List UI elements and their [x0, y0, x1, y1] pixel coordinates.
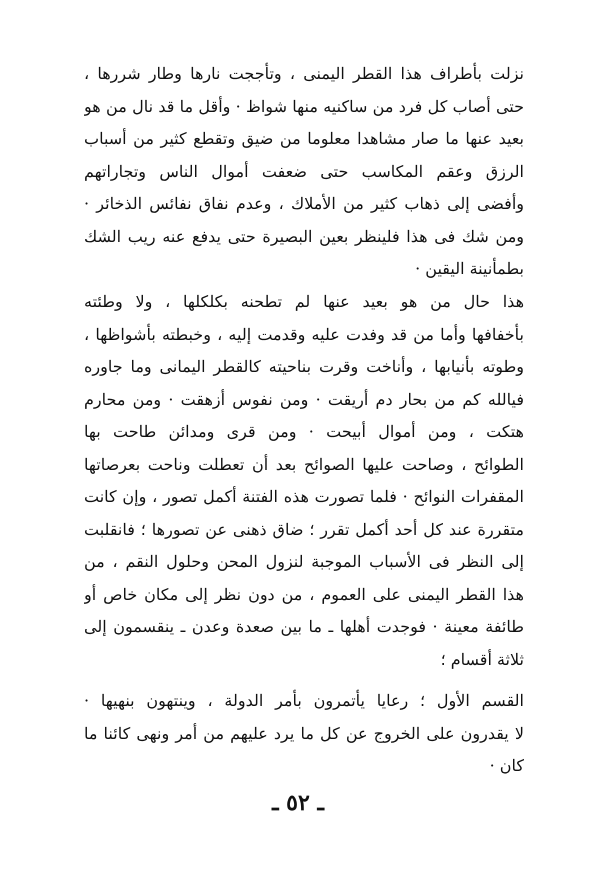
text-line: هتكت ، ومن أموال أبيحت · ومن قرى ومدائن طاحت بها: [84, 422, 524, 441]
paragraph-1: [84, 58, 524, 286]
text-line: نزلت بأطراف هذا القطر اليمنى ، وتأججت نارها وطار شررها ،: [84, 64, 524, 83]
text-line: طائفة معينة · فوجدت أهلها ـ ما بين صعدة وعدن ـ ينقسمون إلى: [84, 617, 524, 636]
text-line: حتى أصاب كل فرد من ساكنيه منها شواظ · وأقل ما قد نال من هو: [84, 96, 524, 116]
text-line: ثلاثة أقسام ؛: [440, 649, 524, 669]
text-line: وأفضى إلى ذهاب كثير من الأملاك ، وعدم نفاق نفائس الذخائر ·: [84, 194, 524, 213]
text-line: القسم الأول ؛ رعايا يأتمرون بأمر الدولة ، وينتهون بنهيها ·: [84, 691, 524, 710]
text-line: المقفرات النوائح · فلما تصورت هذه الفتنة أكمل تصور ، وإن كانت: [84, 487, 524, 506]
text-line: الرزق وعقم المكاسب حتى ضعفت أموال الناس وتجاراتهم: [84, 161, 524, 181]
text-line: بطمأنينة اليقين ·: [415, 259, 524, 278]
text-line: بأخفافها وأما من قد وفدت عليه وقدمت إليه ، وخبطته بأشواظها ،: [84, 324, 524, 344]
paragraph-2: [84, 286, 524, 676]
text-line: وطوته بأنيابها ، وأناخت وقرت بناحيته كالقطر اليمانى وما جاوره: [84, 357, 524, 376]
text-line: إلى النظر فى الأسباب الموجبة لنزول المحن وحلول النقم ، من: [84, 552, 524, 571]
text-line: متقررة عند كل أحد أكمل تقرر ؛ ضاق ذهنى عن تصورها ؛ فانقلبت: [84, 519, 524, 539]
text-line: كان ·: [489, 756, 524, 775]
text-line: ومن شك فى هذا فلينظر بعين البصيرة حتى يدفع عنه ريب الشك: [84, 226, 524, 246]
text-line: الطوائح ، وصاحت عليها الصوائح بعد أن تعطلت وناحت بعرصاتها: [84, 454, 524, 474]
text-line: هذا القطر اليمنى على العموم ، من دون نظر إلى مكان خاص أو: [84, 584, 524, 604]
text-line: فيالله كم من بحار دم أريقت · ومن نفوس أزهقت · ومن محارم: [84, 389, 524, 409]
page-number: ـ ٥٢ ـ: [272, 790, 324, 816]
text-line: لا يقدرون على الخروج عن كل ما يرد عليهم من أمر ونهى كائنا ما: [84, 723, 524, 743]
text-line: هذا حال من هو بعيد عنها لم تطحنه بكلكلها ، ولا وطئته: [84, 292, 524, 311]
paragraph-3: [84, 685, 524, 783]
text-line: بعيد عنها ما صار مشاهدا معلوما من ضيق وتقطع كثير من أسباب: [84, 129, 524, 148]
